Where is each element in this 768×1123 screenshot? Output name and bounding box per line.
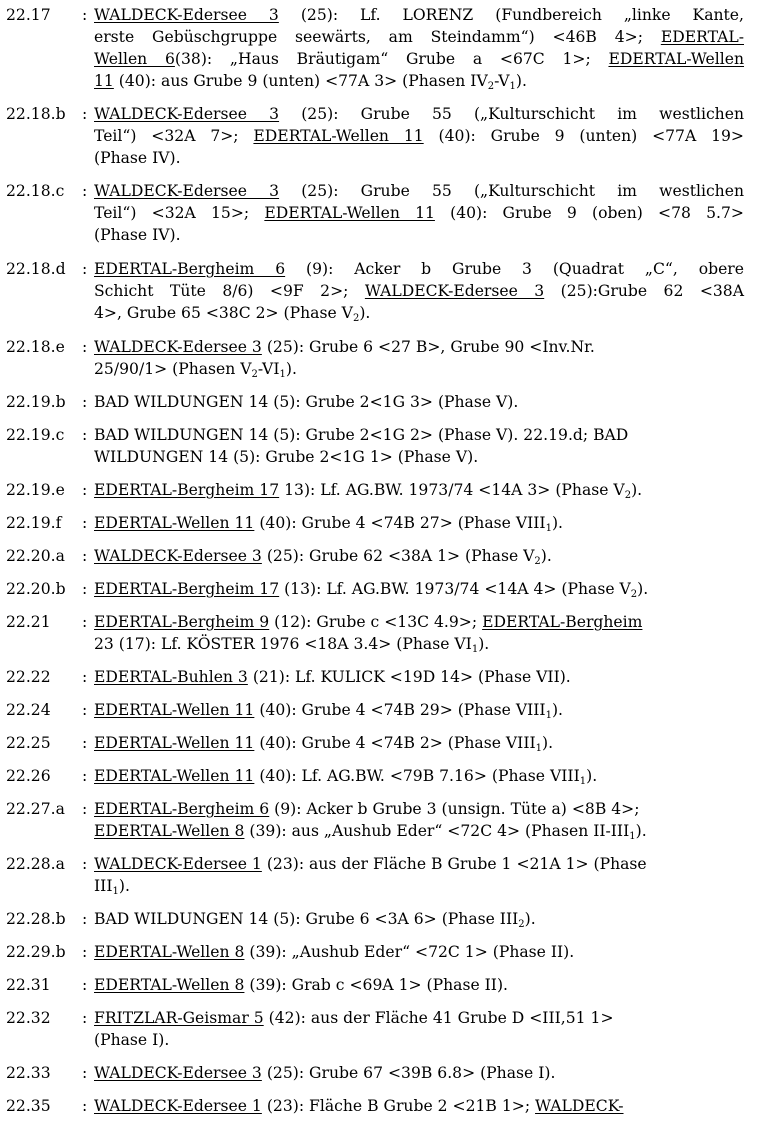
entry-code: 22.35 xyxy=(6,1097,51,1115)
entry-code: 22.33 xyxy=(6,1064,51,1082)
entry-text xyxy=(94,512,744,534)
entry-line xyxy=(94,70,744,92)
entry-line xyxy=(94,103,744,125)
entry-line xyxy=(94,125,744,147)
entry-code: 22.19.e xyxy=(6,481,65,499)
entry-colon: : xyxy=(82,668,88,686)
entry-colon: : xyxy=(82,481,88,499)
entry-code: 22.26 xyxy=(6,767,51,785)
entry-text-segment: (40): Grube 4 <74B 29> (Phase VIII xyxy=(254,701,546,719)
entry-22-27-a xyxy=(0,798,768,842)
entry-code: 22.18.e xyxy=(6,338,65,356)
entry-line xyxy=(94,820,744,842)
entry-colon: : xyxy=(82,580,88,598)
entry-22-26 xyxy=(0,765,768,787)
entry-text-segment: erste Gebüschgruppe seewärts, am Steindamm“) <46B 4>; xyxy=(94,28,661,46)
entry-colon: : xyxy=(82,426,88,444)
entry-text-segment: BAD WILDUNGEN 14 (5): Grube 2<1G 3> (Phase V). xyxy=(94,393,519,411)
entry-22-25 xyxy=(0,732,768,754)
phase-subscript: 2 xyxy=(534,556,541,567)
entry-text-segment: III xyxy=(94,877,113,895)
entry-line xyxy=(94,26,744,48)
entry-text-segment: ). xyxy=(551,701,563,719)
entry-line xyxy=(94,224,744,246)
entry-22-33 xyxy=(0,1062,768,1084)
entry-line xyxy=(94,358,744,380)
site-reference-link: EDERTAL-Bergheim 17 xyxy=(94,580,280,598)
site-reference-link: EDERTAL-Bergheim 9 xyxy=(94,613,270,631)
entry-text xyxy=(94,424,744,468)
entry-text-segment: ). xyxy=(118,877,130,895)
site-reference-link: EDERTAL-Bergheim xyxy=(482,613,643,631)
entry-text-segment: (39): aus „Aushub Eder“ <72C 4> (Phasen II-III xyxy=(244,822,630,840)
entry-text xyxy=(94,798,744,842)
entry-text-segment: ). xyxy=(515,72,527,90)
entry-colon: : xyxy=(82,734,88,752)
entry-line xyxy=(94,479,744,501)
entry-line xyxy=(94,765,744,787)
entry-line xyxy=(94,633,744,655)
entry-22-28-b xyxy=(0,908,768,930)
entry-line xyxy=(94,180,744,202)
entry-text-segment: ). xyxy=(540,547,552,565)
entry-22-19-c xyxy=(0,424,768,468)
site-reference-link: WALDECK- xyxy=(535,1097,624,1115)
entry-colon: : xyxy=(82,1097,88,1115)
entry-code: 22.28.b xyxy=(6,910,66,928)
phase-subscript: 1 xyxy=(535,743,543,754)
entry-22-28-a xyxy=(0,853,768,897)
entry-colon: : xyxy=(82,338,88,356)
entry-line xyxy=(94,391,744,413)
entry-colon: : xyxy=(82,105,88,123)
site-reference-link: EDERTAL-Wellen xyxy=(608,50,745,68)
entry-text-segment: (12): Grube c <13C 4.9>; xyxy=(269,613,483,631)
phase-subscript: 1 xyxy=(545,710,552,721)
entry-text-segment: (40): Lf. AG.BW. <79B 7.16> (Phase VIII xyxy=(254,767,580,785)
entry-text-segment: (25): Grube 55 („Kulturschicht im westlichen xyxy=(279,182,744,200)
entry-text-segment: (25): Grube 67 <39B 6.8> (Phase I). xyxy=(261,1064,556,1082)
entry-line xyxy=(94,732,744,754)
entry-text-segment: (25):Grube 62 <38A xyxy=(544,282,744,300)
phase-subscript: 1 xyxy=(112,886,119,897)
entry-text-segment: (Phase I). xyxy=(94,1031,170,1049)
site-reference-link: WALDECK-Edersee 1 xyxy=(94,855,262,873)
entry-colon: : xyxy=(82,514,88,532)
entry-line xyxy=(94,302,744,324)
site-reference-link: EDERTAL-Wellen 8 xyxy=(94,822,245,840)
entry-text-segment: BAD WILDUNGEN 14 (5): Grube 2<1G 2> (Phase V). 22.19.d; BAD xyxy=(94,426,629,444)
entry-code: 22.20.b xyxy=(6,580,66,598)
entry-22-24 xyxy=(0,699,768,721)
entry-line xyxy=(94,1029,744,1051)
entry-text xyxy=(94,611,744,655)
entry-text-segment: (Phase IV). xyxy=(94,149,181,167)
entry-text-segment: (25): Lf. LORENZ (Fundbereich „linke Kante, xyxy=(278,6,744,24)
entry-text-segment: ). xyxy=(586,767,598,785)
site-reference-link: EDERTAL-Wellen 11 xyxy=(94,767,255,785)
site-reference-link: EDERTAL-Wellen 8 xyxy=(94,943,245,961)
entry-line xyxy=(94,853,744,875)
entry-text xyxy=(94,699,744,721)
entry-text-segment: (Phase IV). xyxy=(94,226,181,244)
entry-text xyxy=(94,1095,744,1117)
entry-text-segment: Teil“) <32A 15>; xyxy=(94,204,265,222)
entry-text-segment: (25): Grube 6 <27 B>, Grube 90 <Inv.Nr. xyxy=(261,338,595,356)
site-reference-link: EDERTAL-Wellen 11 xyxy=(94,734,255,752)
site-reference-link: 11 xyxy=(94,72,114,90)
entry-line xyxy=(94,611,744,633)
entry-text xyxy=(94,545,744,567)
entry-code: 22.27.a xyxy=(6,800,65,818)
entry-text-segment: (9): Acker b Grube 3 (Quadrat „C“, obere xyxy=(285,260,744,278)
entry-text xyxy=(94,180,744,246)
entry-code: 22.25 xyxy=(6,734,51,752)
phase-subscript: 2 xyxy=(630,589,638,600)
entry-code: 22.29.b xyxy=(6,943,66,961)
entry-colon: : xyxy=(82,855,88,873)
entry-text-segment: ). xyxy=(359,304,371,322)
site-reference-link: EDERTAL-Wellen 8 xyxy=(94,976,245,994)
entry-line xyxy=(94,147,744,169)
entry-text xyxy=(94,853,744,897)
entry-text-segment: ). xyxy=(551,514,563,532)
phase-subscript: 2 xyxy=(518,919,525,930)
entry-text xyxy=(94,479,744,501)
entry-text-segment: (40): Grube 9 (oben) <78 5.7> xyxy=(434,204,744,222)
entry-line xyxy=(94,1007,744,1029)
site-reference-link: WALDECK-Edersee 3 xyxy=(364,282,545,300)
entry-text-segment: (40): aus Grube 9 (unten) <77A 3> (Phasen IV xyxy=(113,72,488,90)
phase-subscript: 1 xyxy=(279,369,286,380)
entry-text-segment: BAD WILDUNGEN 14 (5): Grube 6 <3A 6> (Phase III xyxy=(94,910,519,928)
entry-text-segment: (38): „Haus Bräutigam“ Grube a <67C 1>; xyxy=(174,50,609,68)
entry-line xyxy=(94,974,744,996)
entry-code: 22.22 xyxy=(6,668,51,686)
entry-line xyxy=(94,512,744,534)
entry-code: 22.18.b xyxy=(6,105,66,123)
entry-text xyxy=(94,908,744,930)
site-reference-link: FRITZLAR-Geismar 5 xyxy=(94,1009,264,1027)
site-reference-link: WALDECK-Edersee 3 xyxy=(94,182,280,200)
entry-text-segment: (40): Grube 4 <74B 2> (Phase VIII xyxy=(254,734,536,752)
entry-text-segment: ). xyxy=(635,822,647,840)
entry-22-31 xyxy=(0,974,768,996)
entry-colon: : xyxy=(82,976,88,994)
entry-text xyxy=(94,258,744,324)
entry-line xyxy=(94,798,744,820)
site-reference-link: Wellen 6 xyxy=(94,50,175,68)
entry-text-segment: 13): Lf. AG.BW. 1973/74 <14A 3> (Phase V xyxy=(279,481,625,499)
entry-text xyxy=(94,578,744,600)
entry-code: 22.32 xyxy=(6,1009,51,1027)
entry-text-segment: 23 (17): Lf. KÖSTER 1976 <18A 3.4> (Phase VI xyxy=(94,635,472,653)
site-reference-link: EDERTAL-Wellen 11 xyxy=(264,204,435,222)
entry-text xyxy=(94,103,744,169)
entry-colon: : xyxy=(82,767,88,785)
entry-code: 22.19.f xyxy=(6,514,62,532)
entry-code: 22.17 xyxy=(6,6,51,24)
phase-subscript: 2 xyxy=(487,81,495,92)
site-reference-link: WALDECK-Edersee 3 xyxy=(94,547,262,565)
entry-text xyxy=(94,1007,744,1051)
entry-22-18-e xyxy=(0,336,768,380)
entry-colon: : xyxy=(82,182,88,200)
site-reference-link: WALDECK-Edersee 3 xyxy=(94,105,280,123)
entry-text-segment: ). xyxy=(478,635,490,653)
entry-colon: : xyxy=(82,1009,88,1027)
entry-text-segment: (13): Lf. AG.BW. 1973/74 <14A 4> (Phase V xyxy=(279,580,631,598)
phase-subscript: 1 xyxy=(579,776,587,787)
entry-line xyxy=(94,336,744,358)
entry-line xyxy=(94,699,744,721)
entry-text-segment: (40): Grube 9 (unten) <77A 19> xyxy=(423,127,744,145)
entry-line xyxy=(94,446,744,468)
entry-22-20-b xyxy=(0,578,768,600)
entry-text-segment: (25): Grube 55 („Kulturschicht im westlichen xyxy=(279,105,744,123)
entry-text-segment: ). xyxy=(524,910,536,928)
entry-text xyxy=(94,666,744,688)
entry-line xyxy=(94,1095,744,1117)
entry-code: 22.18.d xyxy=(6,260,66,278)
phase-subscript: 1 xyxy=(509,81,516,92)
entry-line xyxy=(94,578,744,600)
phase-subscript: 2 xyxy=(624,490,632,501)
entry-22-19-b xyxy=(0,391,768,413)
entry-text-segment: (39): Grab c <69A 1> (Phase II). xyxy=(244,976,508,994)
site-reference-link: WALDECK-Edersee 1 xyxy=(94,1097,262,1115)
site-reference-link: EDERTAL-Wellen 11 xyxy=(94,701,255,719)
entry-22-35 xyxy=(0,1095,768,1117)
entry-line xyxy=(94,1062,744,1084)
site-reference-link: EDERTAL-Wellen 11 xyxy=(253,127,424,145)
entry-colon: : xyxy=(82,1064,88,1082)
site-reference-link: WALDECK-Edersee 3 xyxy=(94,338,262,356)
site-reference-link: EDERTAL-Bergheim 6 xyxy=(94,800,270,818)
entry-colon: : xyxy=(82,260,88,278)
entry-text-segment: 25/90/1> (Phasen V xyxy=(94,360,252,378)
entry-text xyxy=(94,4,744,92)
entry-line xyxy=(94,48,744,70)
entry-text xyxy=(94,974,744,996)
site-reference-link: EDERTAL-Buhlen 3 xyxy=(94,668,248,686)
site-reference-link: EDERTAL- xyxy=(660,28,744,46)
entry-line xyxy=(94,258,744,280)
site-reference-link: WALDECK-Edersee 3 xyxy=(94,6,279,24)
entry-colon: : xyxy=(82,943,88,961)
entry-text-segment: (25): Grube 62 <38A 1> (Phase V xyxy=(261,547,535,565)
entry-text-segment: (9): Acker b Grube 3 (unsign. Tüte a) <8B 4>; xyxy=(269,800,640,818)
entry-line xyxy=(94,424,744,446)
entry-22-18-b xyxy=(0,103,768,169)
entry-22-19-f xyxy=(0,512,768,534)
entry-22-19-e xyxy=(0,479,768,501)
entry-colon: : xyxy=(82,910,88,928)
entry-line xyxy=(94,908,744,930)
phase-subscript: 1 xyxy=(629,831,636,842)
entry-line xyxy=(94,875,744,897)
entry-text-segment: ). xyxy=(637,580,649,598)
entry-text-segment: (39): „Aushub Eder“ <72C 1> (Phase II). xyxy=(244,943,575,961)
entry-code: 22.18.c xyxy=(6,182,65,200)
entry-text xyxy=(94,391,744,413)
entry-line xyxy=(94,4,744,26)
site-reference-link: EDERTAL-Bergheim 6 xyxy=(94,260,286,278)
entry-text-segment: (23): Fläche B Grube 2 <21B 1>; xyxy=(261,1097,536,1115)
entry-colon: : xyxy=(82,6,88,24)
site-reference-link: WALDECK-Edersee 3 xyxy=(94,1064,262,1082)
entry-text xyxy=(94,336,744,380)
entry-text-segment: (40): Grube 4 <74B 27> (Phase VIII xyxy=(254,514,546,532)
entry-22-32 xyxy=(0,1007,768,1051)
entry-text-segment: Schicht Tüte 8/6) <9F 2>; xyxy=(94,282,365,300)
entry-22-17 xyxy=(0,4,768,92)
entry-text-segment: -VI xyxy=(257,360,280,378)
entry-code: 22.24 xyxy=(6,701,51,719)
entry-text xyxy=(94,941,744,963)
entry-text-segment: (21): Lf. KULICK <19D 14> (Phase VII). xyxy=(247,668,571,686)
site-reference-link: EDERTAL-Bergheim 17 xyxy=(94,481,280,499)
entry-line xyxy=(94,941,744,963)
entry-text-segment: ). xyxy=(631,481,643,499)
entry-line xyxy=(94,666,744,688)
phase-subscript: 2 xyxy=(352,313,360,324)
entry-text-segment: -V xyxy=(494,72,510,90)
entry-text-segment: 4>, Grube 65 <38C 2> (Phase V xyxy=(94,304,353,322)
phase-subscript: 2 xyxy=(251,369,258,380)
site-reference-link: EDERTAL-Wellen 11 xyxy=(94,514,255,532)
entry-text xyxy=(94,765,744,787)
entry-text xyxy=(94,732,744,754)
entry-line xyxy=(94,202,744,224)
entry-22-18-d xyxy=(0,258,768,324)
entry-colon: : xyxy=(82,547,88,565)
phase-subscript: 1 xyxy=(545,523,552,534)
entry-code: 22.28.a xyxy=(6,855,65,873)
entry-colon: : xyxy=(82,393,88,411)
entry-text-segment: (23): aus der Fläche B Grube 1 <21A 1> (Phase xyxy=(261,855,647,873)
entry-22-18-c xyxy=(0,180,768,246)
entry-code: 22.21 xyxy=(6,613,51,631)
entry-colon: : xyxy=(82,613,88,631)
entry-22-21 xyxy=(0,611,768,655)
entry-code: 22.20.a xyxy=(6,547,65,565)
entry-line xyxy=(94,280,744,302)
entry-text-segment: ). xyxy=(542,734,554,752)
entry-text xyxy=(94,1062,744,1084)
phase-subscript: 1 xyxy=(471,644,479,655)
entry-text-segment: (42): aus der Fläche 41 Grube D <III,51 1> xyxy=(263,1009,614,1027)
entry-colon: : xyxy=(82,800,88,818)
entry-line xyxy=(94,545,744,567)
entry-code: 22.19.b xyxy=(6,393,66,411)
entry-colon: : xyxy=(82,701,88,719)
entry-text-segment: ). xyxy=(285,360,297,378)
entry-text-segment: WILDUNGEN 14 (5): Grube 2<1G 1> (Phase V). xyxy=(94,448,479,466)
entry-22-22 xyxy=(0,666,768,688)
entry-22-20-a xyxy=(0,545,768,567)
entry-code: 22.31 xyxy=(6,976,51,994)
entry-text-segment: Teil“) <32A 7>; xyxy=(94,127,254,145)
entry-code: 22.19.c xyxy=(6,426,65,444)
entry-22-29-b xyxy=(0,941,768,963)
